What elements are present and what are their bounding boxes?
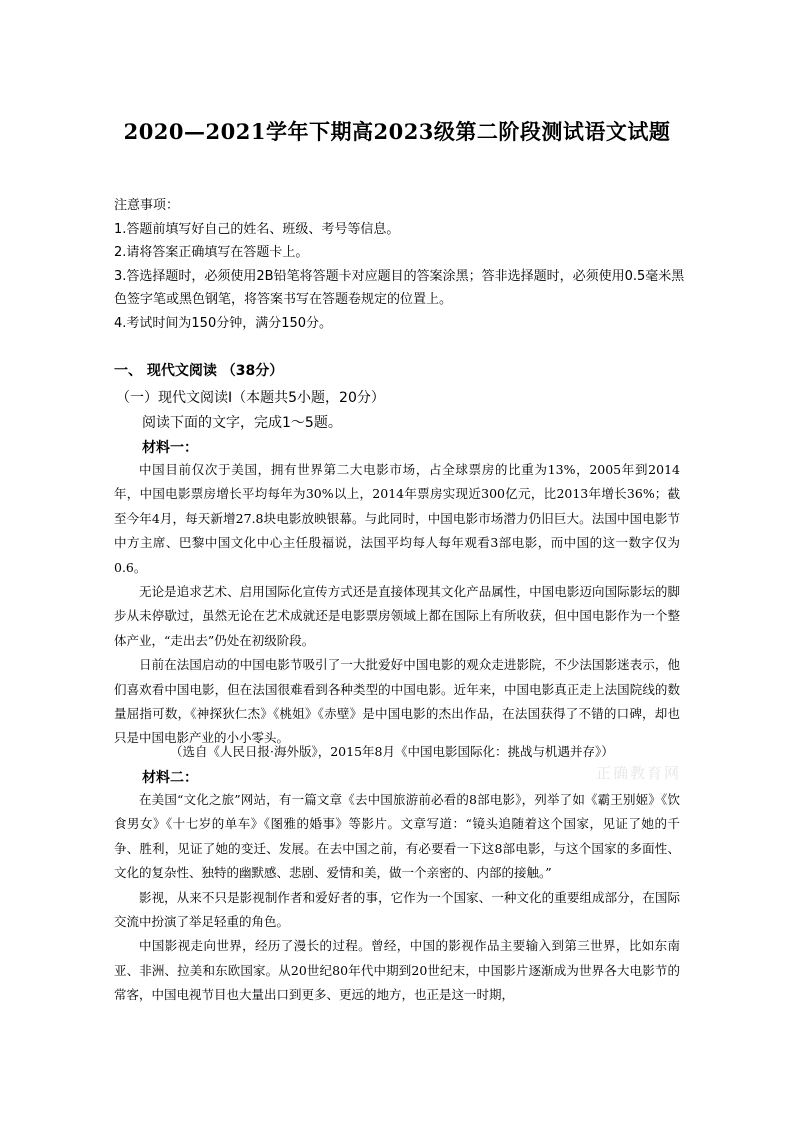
paragraph: 在美国“文化之旅”网站，有一篇文章《去中国旅游前必看的8部电影》，列举了如《霸王别姬》《饮食男女》《十七岁的单车》《图雅的婚事》等影片。文章写道：“镜头追随着这个国家，见证了她的千争、胜利，见证了她的变迁、发展。在去中国之前，有必要看一下这8部电影，与这个国家的多面性、文化的复杂性、独特的幽默感、悲剧、爱情和美，做一个亲密的、内部的接触。” <box>114 792 680 881</box>
notice-item: 4.考试时间为150分钟，满分150分。 <box>114 315 333 331</box>
material-one-label: 材料一： <box>142 440 198 456</box>
material-two-body <box>114 788 680 1008</box>
material-one-source: （选自《人民日报·海外版》，2015年8月《中国电影国际化：挑战与机遇并存》） <box>170 744 614 759</box>
exam-title: 2020—2021学年下期高2023级第二阶段测试语文试题 <box>123 119 671 144</box>
paragraph: 无论是追求艺术、启用国际化宣传方式还是直接体现其文化产品属性，中国电影迈向国际影坛的脚步从未停歇过，虽然无论在艺术成就还是电影票房领域上都在国际上有所收获，但中国电影作为一个整体产业，“走出去”仍处在初级阶段。 <box>114 584 680 648</box>
paragraph: 影视，从来不只是影视制作者和爱好者的事，它作为一个国家、一种文化的重要组成部分，在国际交流中扮演了举足轻重的角色。 <box>114 889 680 930</box>
watermark: 正确教育网 <box>596 764 682 782</box>
notice-item: 3.答选择题时，必须使用2B铅笔将答题卡对应题目的答案涂黑；答非选择题时，必须使用0.5毫米黑色签字笔或黑色钢笔，将答案书写在答题卷规定的位置上。 <box>114 268 685 307</box>
reading-instruction: 阅读下面的文字，完成1～5题。 <box>142 415 342 431</box>
subsection-heading: （一）现代文阅读Ⅰ（本题共5小题，20分） <box>116 390 385 406</box>
notice-block <box>114 194 694 335</box>
section-heading: 一、 现代文阅读 （38分） <box>114 363 284 379</box>
paragraph: 日前在法国启动的中国电影节吸引了一大批爱好中国电影的观众走进影院，不少法国影迷表示，他们喜欢看中国电影，但在法国很难看到各种类型的中国电影。近年来，中国电影真正走上法国院线的数量屈指可数，《神探狄仁杰》《桃姐》《赤壁》是中国电影的杰出作品，在法国获得了不错的口碑，却也只是中国电影产业的小小零头。 <box>114 657 680 746</box>
material-one-body <box>114 458 680 751</box>
notice-item: 2.请将答案正确填写在答题卡上。 <box>114 245 309 260</box>
paragraph: 中国目前仅次于美国，拥有世界第二大电影市场，占全球票房的比重为13%，2005年到2014年，中国电影票房增长平均每年为30%以上，2014年票房实现近300亿元，比2013年增长36%；截至今年4月，每天新增27.8块电影放映银幕。与此同时，中国电影市场潜力仍旧巨大。法国中国电影节中方主席、巴黎中国文化中心主任殷福说，法国平均每人每年观看3部电影，而中国的这一数字仅为0.6。 <box>114 462 680 575</box>
material-two-label: 材料二： <box>142 770 198 786</box>
paragraph: 中国影视走向世界，经历了漫长的过程。曾经，中国的影视作品主要输入到第三世界，比如东南亚、非洲、拉美和东欧国家。从20世纪80年代中期到20世纪末，中国影片逐渐成为世界各大电影节的常客，中国电视节目也大量出口到更多、更远的地方，也正是这一时期， <box>114 938 680 1003</box>
notice-item: 1.答题前填写好自己的姓名、班级、考号等信息。 <box>114 221 400 237</box>
notice-heading: 注意事项： <box>114 198 180 213</box>
